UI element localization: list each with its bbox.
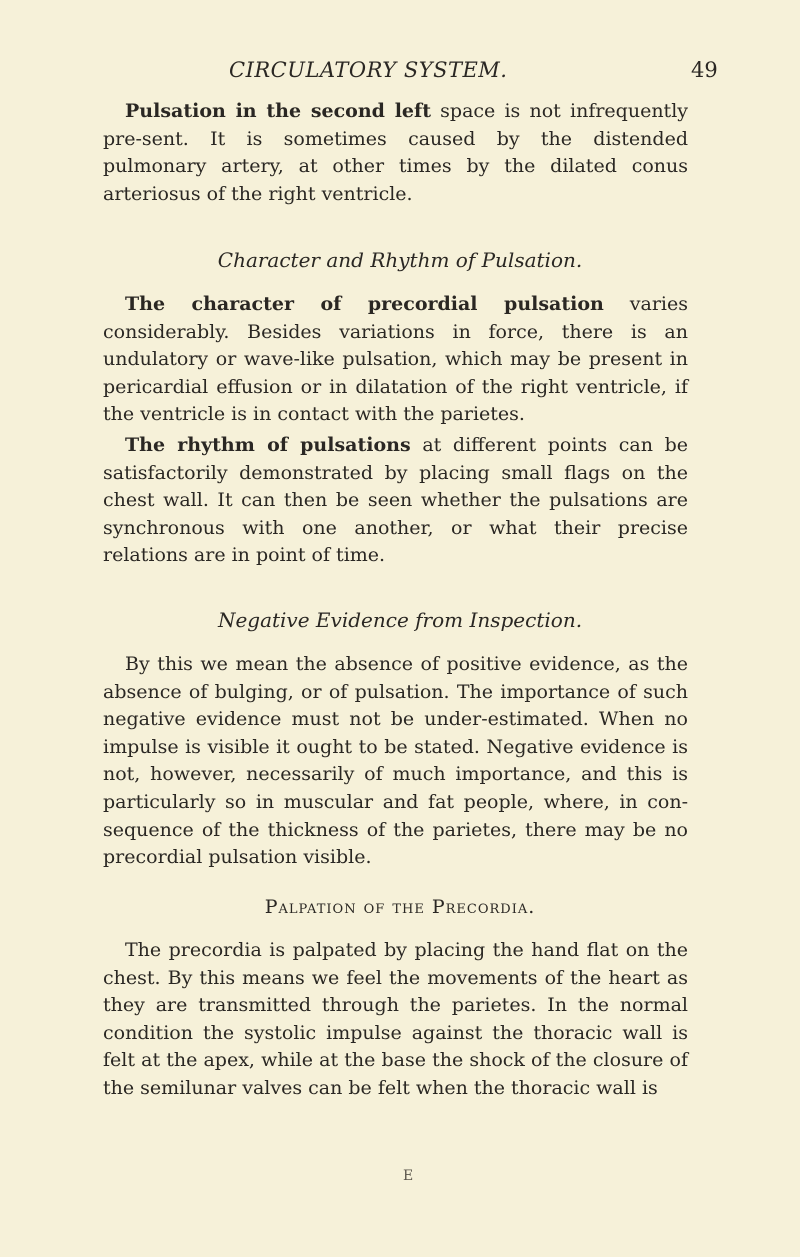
running-title: CIRCULATORY SYSTEM. bbox=[229, 58, 508, 82]
paragraph-second-left-space bbox=[103, 98, 688, 208]
paragraph-palpation: The precordia is palpated by placing the hand flat on the chest. By this means we feel the movements of the heart as they are transmitted through the parietes. In the normal condition the systolic impulse against the thoracic wall is felt at the apex, while at the base the shock of the closure of the semilunar valves can be felt when the thoracic wall is bbox=[103, 939, 688, 1099]
section-heading-character-rhythm: Character and Rhythm of Pulsation. bbox=[217, 248, 583, 272]
paragraph-text: at different points can be satisfactorily demonstrated by placing small flags on the chest wall. It can then be seen whether the pulsations are synchronous with one another, or what their precise relations are in point of time. bbox=[103, 434, 688, 567]
section-heading-palpation: Palpation of the Precordia. bbox=[264, 896, 536, 918]
paragraph-lead: The character of precordial pulsation bbox=[125, 293, 604, 315]
section-heading-negative-evidence: Negative Evidence from Inspection. bbox=[217, 608, 583, 632]
paragraph-negative-evidence: By this we mean the absence of positive evidence, as the absence of bulging, or of pulsation. The importance of such negative evidence must not be under-estimated. When no impulse is visible it ought to be stated. Negative evidence is not, however, necessarily of much importance, and this is particularly so in muscular and fat people, where, in con-sequence of the thickness of the parietes, there may be no precordial pulsation visible. bbox=[103, 653, 688, 869]
page-number: 49 bbox=[691, 58, 718, 82]
signature-mark: E bbox=[403, 1168, 414, 1184]
paragraph-text: varies considerably. Besides variations in force, there is an undulatory or wave-like pulsation, which may be present in pericardial effusion or in dilatation of the right ventricle, if the ventricle is in contact with the parietes. bbox=[103, 293, 688, 426]
paragraph-lead: Pulsation in the second left bbox=[125, 100, 431, 122]
paragraph-character bbox=[103, 291, 688, 429]
paragraph-lead: The rhythm of pulsations bbox=[125, 434, 411, 456]
running-head bbox=[0, 58, 800, 88]
paragraph-text: space is not infrequently pre-sent. It is sometimes caused by the distended pulmonary artery, at other times by the dilated conus arteriosus of the right ventricle. bbox=[103, 100, 688, 205]
paragraph-rhythm bbox=[103, 432, 688, 570]
